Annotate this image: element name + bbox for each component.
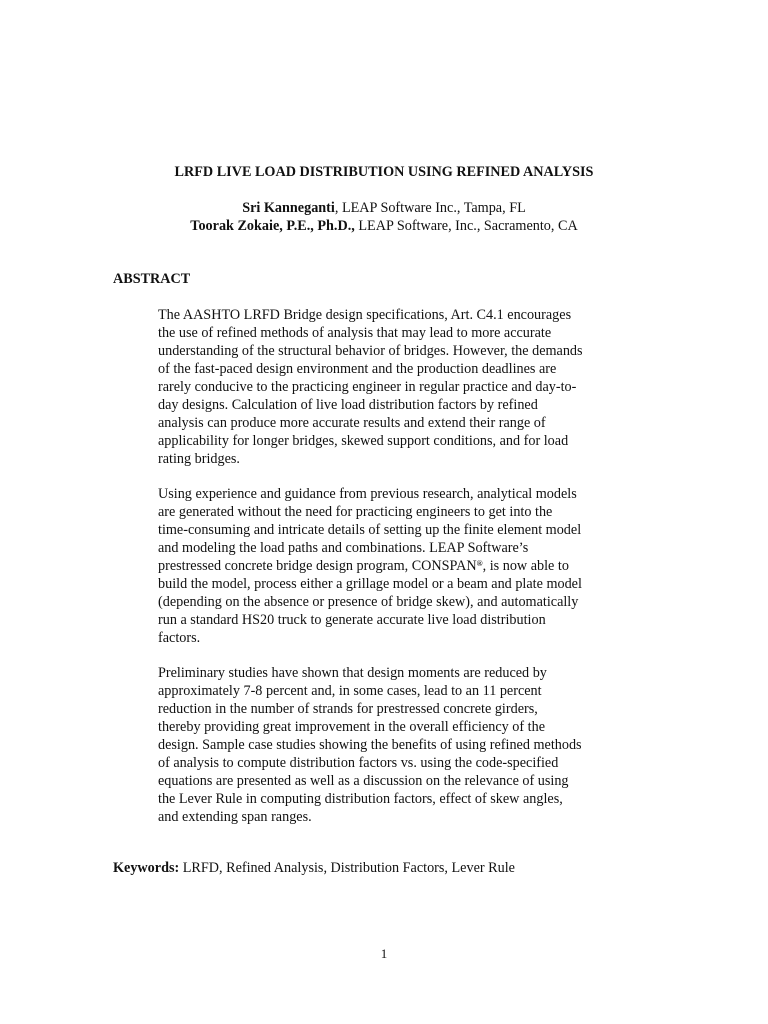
keywords-label: Keywords:: [113, 860, 180, 876]
paragraph-line: build the model, process either a grillage model or a beam and plate model: [158, 576, 582, 592]
paragraph-line-conspan: [158, 557, 618, 575]
paragraph-line: The AASHTO LRFD Bridge design specifications, Art. C4.1 encourages: [158, 307, 572, 323]
paper-title: LRFD LIVE LOAD DISTRIBUTION USING REFINED ANALYSIS: [174, 164, 594, 180]
paragraph-line: analysis can produce more accurate results and extend their range of: [158, 415, 546, 431]
paragraph-line: rarely conducive to the practicing engineer in regular practice and day-to-: [158, 379, 577, 395]
abstract-paragraph-3: [158, 664, 618, 826]
author-line-2: [0, 218, 768, 235]
paragraph-line: understanding of the structural behavior of bridges. However, the demands: [158, 343, 583, 359]
paragraph-line: and extending span ranges.: [158, 809, 312, 825]
registered-mark: ®: [476, 559, 483, 568]
paragraph-line: approximately 7-8 percent and, in some cases, lead to an 11 percent: [158, 683, 542, 699]
keywords-value: LRFD, Refined Analysis, Distribution Factors, Lever Rule: [179, 860, 515, 876]
paragraph-line: applicability for longer bridges, skewed support conditions, and for load: [158, 433, 569, 449]
paragraph-line: and modeling the load paths and combinations. LEAP Software’s: [158, 540, 529, 556]
author-affiliation-2: LEAP Software, Inc., Sacramento, CA: [354, 218, 578, 234]
paragraph-line: time-consuming and intricate details of setting up the finite element model: [158, 522, 582, 538]
paragraph-line: run a standard HS20 truck to generate accurate live load distribution: [158, 612, 546, 628]
paragraph-line: factors.: [158, 630, 201, 646]
paragraph-line: thereby providing great improvement in the overall efficiency of the: [158, 719, 545, 735]
paragraph-line: Preliminary studies have shown that design moments are reduced by: [158, 665, 547, 681]
paragraph-line: equations are presented as well as a discussion on the relevance of using: [158, 773, 569, 789]
paragraph-line: are generated without the need for practicing engineers to get into the: [158, 504, 553, 520]
paragraph-line: Using experience and guidance from previous research, analytical models: [158, 486, 577, 502]
paragraph-line: of the fast-paced design environment and the production deadlines are: [158, 361, 557, 377]
abstract-heading: ABSTRACT: [113, 271, 191, 287]
paragraph-line: of analysis to compute distribution factors vs. using the code-specified: [158, 755, 559, 771]
paragraph-line: design. Sample case studies showing the benefits of using refined methods: [158, 737, 582, 753]
author-name-2: Toorak Zokaie, P.E., Ph.D.,: [190, 218, 355, 234]
author-line-1: [0, 200, 768, 217]
paragraph-line: (depending on the absence or presence of bridge skew), and automatically: [158, 594, 579, 610]
page-number: 1: [380, 946, 388, 961]
author-affiliation-1: , LEAP Software Inc., Tampa, FL: [334, 200, 526, 216]
conspan-text: prestressed concrete bridge design program, CONSPAN: [158, 558, 477, 574]
conspan-text-after: , is now able to: [482, 558, 569, 574]
abstract-paragraph-1: [158, 306, 618, 468]
paragraph-line: reduction in the number of strands for prestressed concrete girders,: [158, 701, 538, 717]
paragraph-line: the Lever Rule in computing distribution factors, effect of skew angles,: [158, 791, 563, 807]
paragraph-line: the use of refined methods of analysis that may lead to more accurate: [158, 325, 552, 341]
paragraph-line: rating bridges.: [158, 451, 240, 467]
paragraph-line: day designs. Calculation of live load distribution factors by refined: [158, 397, 538, 413]
keywords-line: [113, 860, 515, 877]
abstract-paragraph-2: [158, 485, 618, 647]
author-name-1: Sri Kanneganti: [242, 200, 335, 216]
